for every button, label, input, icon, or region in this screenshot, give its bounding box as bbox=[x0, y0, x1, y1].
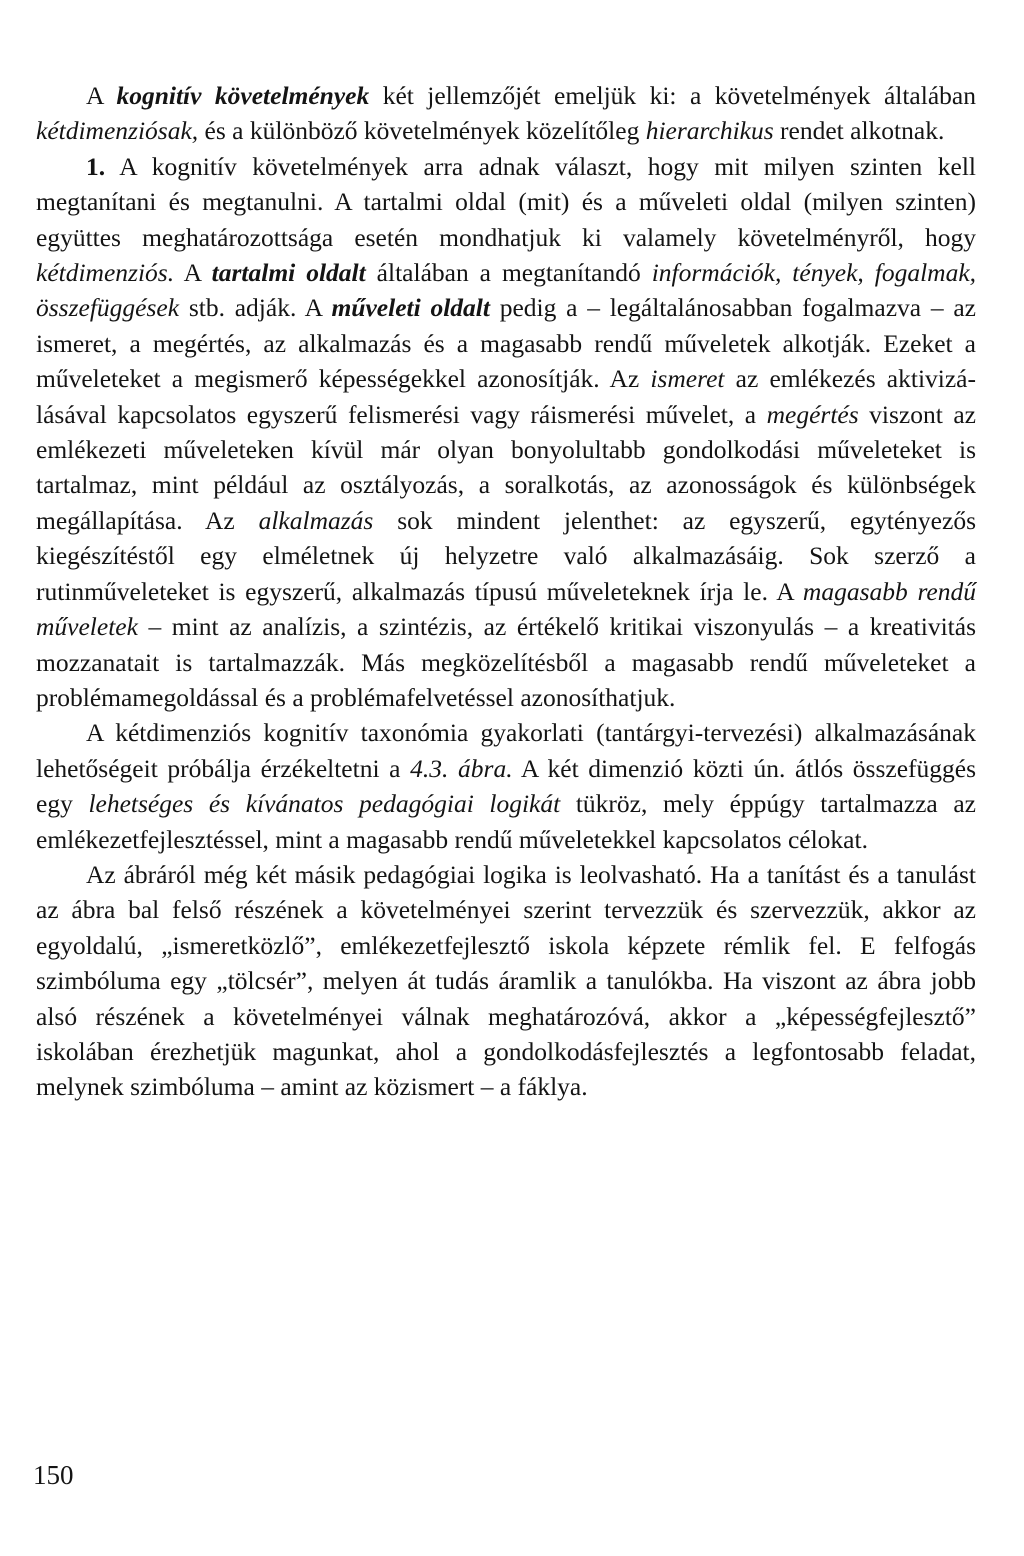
emphasis-pedagogiai-logika: lehetséges és kívánatos pedagógiai logikát bbox=[88, 789, 561, 819]
body-text bbox=[36, 78, 976, 1105]
text-run: viszont az emlékezeti műveleteken kívül már olyan bonyolultabb gondolkodási műveleteket is tartalmaz, mint például az osztályozás, a soralkotás, az azonosságok és különbségek megállapítása. Az bbox=[36, 399, 976, 535]
paragraph-3 bbox=[36, 715, 976, 857]
paragraph-2 bbox=[36, 149, 976, 716]
emphasis-tartalmi-oldalt: tartalmi oldalt bbox=[211, 258, 366, 288]
text-run: A kétdimenziós kognitív taxonómia gyakorlati (tantárgyi-tervezési) alkalmazásának lehetőségeit próbálja érzékeltetni a bbox=[36, 718, 976, 783]
list-number: 1. bbox=[86, 151, 106, 181]
emphasis-megertes: megértés bbox=[766, 399, 859, 429]
emphasis-alkalmazas: alkalmazás bbox=[258, 505, 374, 535]
text-run: sok mindent jelenthet: az egyszerű, egytényezős kiegészítéstől egy elméletnek új helyzetre való alkalmazásáig. Sok szerző a rutinműveleteket is egyszerű, alkalmazás típusú műveleteknek írja le. A bbox=[36, 505, 976, 606]
text-run: és a különböző követelmények közelítőleg bbox=[198, 116, 646, 146]
emphasis-hierarchikus: hierarchikus bbox=[645, 116, 774, 146]
text-run: A kognitív követelmények arra adnak választ, hogy mit milyen szinten kell megtanítani és megtanulni. A tartalmi oldal (mit) és a műveleti oldal (milyen szinten) együttes meghatározottsága esetén mondhatjuk ki valamely követelményről, hogy bbox=[36, 151, 976, 252]
figure-reference: 4.3. ábra. bbox=[410, 753, 513, 783]
text-run: A két dimenzió közti ún. átlós összefüggés egy bbox=[36, 753, 976, 819]
emphasis-ketdimenziosak: kétdimenziósak, bbox=[36, 116, 199, 146]
text-run: stb. adják. A bbox=[179, 293, 332, 323]
emphasis-muveleti-oldalt: műveleti oldalt bbox=[331, 293, 490, 323]
emphasis-kognitiv-kovetelmenyek: kognitív követelmények bbox=[116, 81, 370, 110]
text-run: – mint az analízis, a szintézis, az értékelő kritikai viszonyulás – a kreativitás mozzanatait is tartalmazzák. Más megközelítésből a magasabb rendű műveleteket a problémamegoldással és a problémafelvetéssel azonosíthatjuk. bbox=[36, 612, 976, 712]
emphasis-ismeret: ismeret bbox=[650, 364, 725, 394]
text-run: A bbox=[86, 81, 117, 110]
emphasis-informaciok: információk, tények, fogalmak, összefüggések bbox=[36, 258, 977, 323]
emphasis-magasabb-rendu-muveletek: magasabb rendű műveletek bbox=[36, 576, 976, 642]
text-run: két jellemzőjét emeljük ki: a követelmények általában bbox=[369, 81, 976, 110]
text-run: tükröz, mely éppúgy tartalmazza az emlékezetfejlesztéssel, mint a magasabb rendű műveletekkel kapcsolatos célokat. bbox=[36, 789, 976, 854]
paragraph-1 bbox=[36, 78, 976, 149]
text-run: az emlékezés aktivizálásával kapcsolatos egyszerű felismerési vagy ráismerési művelet, a bbox=[36, 364, 976, 429]
text-run: rendet alkotnak. bbox=[773, 116, 945, 146]
page-number: 150 bbox=[33, 1460, 74, 1490]
text-run: Az ábráról még két másik pedagógiai logika is leolvasható. Ha a tanítást és a tanulást az ábra bal felső részének a követelményei szerint tervezzük és szervezzük, akkor az egyoldalú, „ismeretközlő”, emlékezetfejlesztő iskola képzete rémlik fel. E felfogás szimbóluma egy „tölcsér”, melyen át tudás áramlik a tanulókba. Ha viszont az ábra jobb alsó részének a követelményei válnak meghatározóvá, akkor a „képességfejlesztő” iskolában érezhetjük magunkat, ahol a gondolkodásfejlesztés a legfontosabb feladat, melynek szimbóluma – amint az közismert – a fáklya. bbox=[36, 859, 976, 1102]
paragraph-4 bbox=[36, 857, 976, 1105]
text-run: A bbox=[174, 258, 212, 288]
emphasis-ketdimenzios: kétdimenziós. bbox=[36, 258, 175, 288]
text-run: pedig a – legáltalánosabban fogalmazva – az ismeret, a megértés, az alkalmazás és a magasabb rendű műveletek alkotják. Ezeket a műveleteket a megismerő képességekkel azonosítják. Az bbox=[36, 293, 976, 394]
text-run: általában a megtanítandó bbox=[365, 258, 652, 288]
